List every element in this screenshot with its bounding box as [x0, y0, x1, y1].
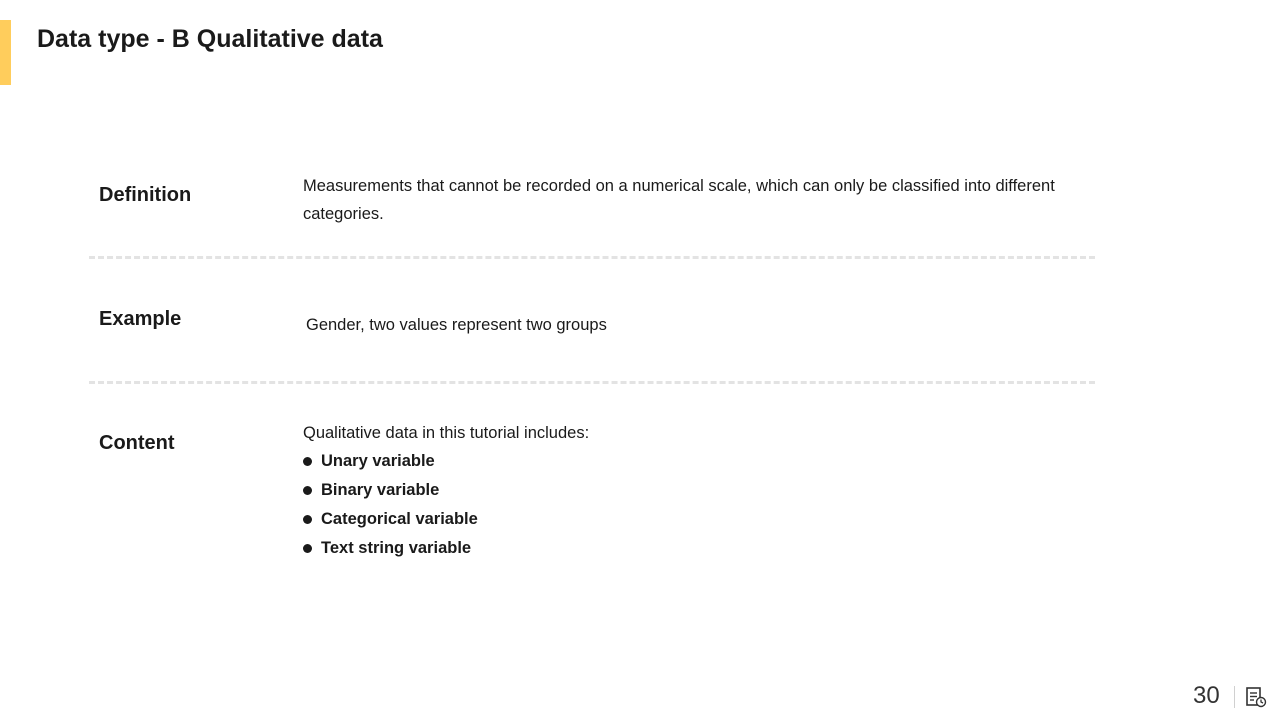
bullet-icon	[303, 486, 312, 495]
list-item	[303, 447, 478, 476]
list-item-label: Unary variable	[321, 452, 435, 470]
title-accent-bar	[0, 20, 11, 85]
example-text: Gender, two values represent two groups	[306, 316, 607, 334]
content-bullet-list	[303, 447, 478, 563]
list-item-label: Text string variable	[321, 539, 472, 557]
divider-1	[89, 256, 1095, 259]
content-intro: Qualitative data in this tutorial includes:	[303, 424, 590, 442]
definition-text: Measurements that cannot be recorded on a numerical scale, which can only be classified into different categories.	[303, 177, 1055, 223]
list-item-label: Categorical variable	[321, 510, 478, 528]
definition-label: Definition	[99, 184, 192, 206]
list-item	[303, 476, 478, 505]
content-label: Content	[99, 432, 175, 454]
footer-separator	[1234, 686, 1235, 708]
bullet-icon	[303, 457, 312, 466]
list-item	[303, 505, 478, 534]
page-number: 30	[1193, 682, 1220, 709]
notes-icon[interactable]	[1245, 686, 1267, 708]
page-title: Data type - B Qualitative data	[37, 25, 383, 53]
example-label: Example	[99, 308, 182, 330]
bullet-icon	[303, 515, 312, 524]
bullet-icon	[303, 544, 312, 553]
divider-2	[89, 381, 1095, 384]
list-item-label: Binary variable	[321, 481, 440, 499]
list-item	[303, 534, 478, 563]
